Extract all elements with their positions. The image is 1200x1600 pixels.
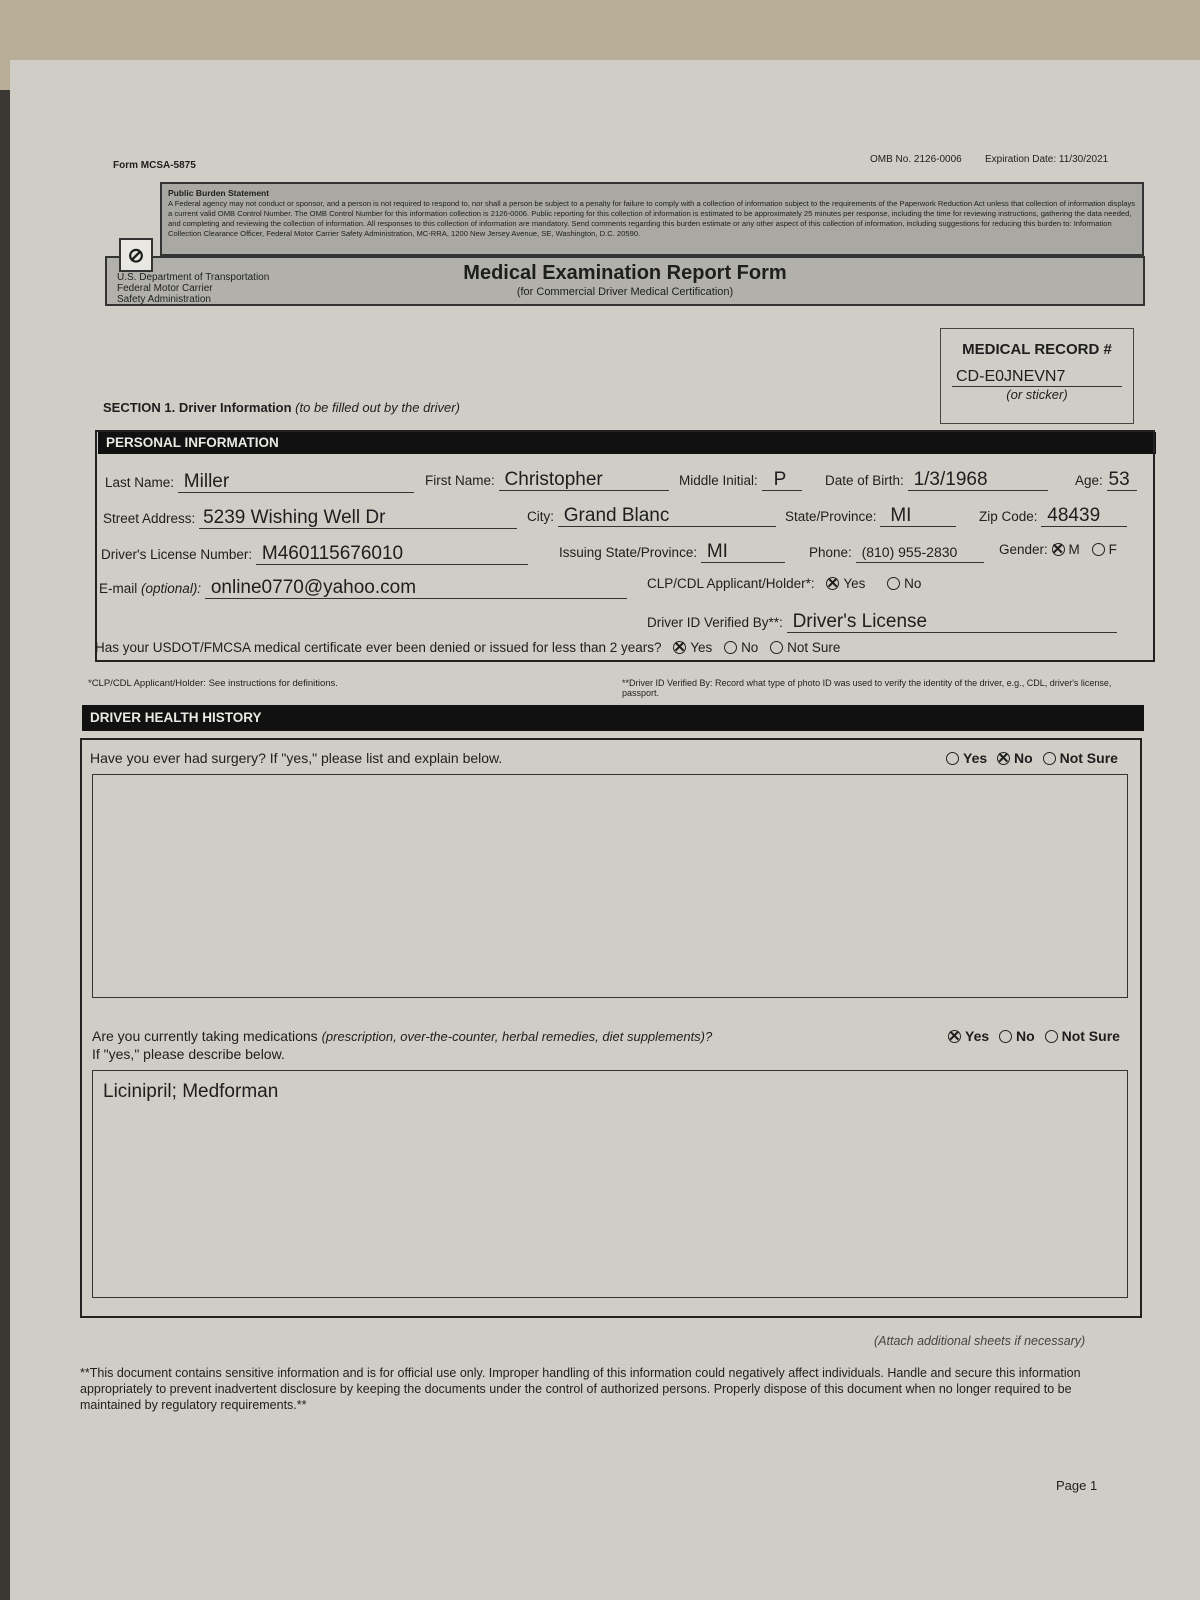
clp-no-label: No [904, 576, 922, 591]
first-name-label: First Name: [425, 473, 495, 488]
clp-label: CLP/CDL Applicant/Holder*: [647, 576, 815, 591]
surgery-yes-radio[interactable] [946, 752, 959, 765]
denied-yes-radio[interactable] [673, 641, 686, 654]
medications-options [948, 1028, 1120, 1044]
denied-not-sure-label: Not Sure [787, 640, 841, 655]
form-subtitle: (for Commercial Driver Medical Certification) [516, 286, 734, 298]
phone-field[interactable]: (810) 955-2830 [856, 542, 984, 563]
medications-no-radio[interactable] [999, 1030, 1012, 1043]
state-field[interactable]: MI [880, 506, 956, 527]
age-label: Age: [1075, 473, 1103, 488]
agency-line-2: Federal Motor Carrier [117, 283, 213, 294]
surgery-question: Have you ever had surgery? If "yes," please list and explain below. [90, 750, 503, 766]
denied-yes-label: Yes [690, 640, 713, 655]
gender-male-label: M [1068, 542, 1080, 557]
medications-no-label: No [1016, 1028, 1035, 1044]
surgery-options [946, 750, 1118, 766]
section-1-note: (to be filled out by the driver) [295, 400, 460, 415]
age-field[interactable]: 53 [1107, 470, 1137, 491]
verified-field[interactable]: Driver's License [787, 612, 1117, 633]
row-city [527, 506, 776, 527]
row-issuing [559, 542, 785, 563]
middle-initial-field[interactable]: P [762, 470, 802, 491]
gender-label: Gender: [999, 542, 1048, 557]
surgery-not-sure-radio[interactable] [1043, 752, 1056, 765]
row-state [785, 506, 956, 527]
issuing-field[interactable]: MI [701, 542, 785, 563]
surgery-yes-label: Yes [963, 750, 988, 766]
form-title: Medical Examination Report Form [463, 262, 787, 284]
city-field[interactable]: Grand Blanc [558, 506, 776, 527]
medications-not-sure-radio[interactable] [1045, 1030, 1058, 1043]
section-1-title: SECTION 1. Driver Information [103, 400, 292, 415]
row-email [99, 578, 627, 599]
sticker-note: (or sticker) [1006, 387, 1068, 402]
row-first-name [425, 470, 669, 491]
denied-no-radio[interactable] [724, 641, 737, 654]
title-bar [105, 244, 1145, 306]
confidentiality-notice: **This document contains sensitive information and is for official use only. Improper handling of this information could negatively affect individuals. Handle and secure this information appropriately to prevent inadvertent disclosure by keeping the documents under the control of authorized persons. Properly dispose of this document when no longer required to be maintained by regulatory requirements.** [80, 1366, 1081, 1412]
surgery-explanation-field[interactable] [92, 774, 1128, 998]
city-label: City: [527, 509, 554, 524]
email-field[interactable]: online0770@yahoo.com [205, 578, 627, 599]
clp-no-radio[interactable] [887, 577, 900, 590]
row-street [103, 508, 517, 529]
row-zip [979, 506, 1127, 527]
row-gender [999, 542, 1117, 557]
form-number: Form MCSA-5875 [113, 160, 196, 171]
expiration-date: Expiration Date: 11/30/2021 [985, 154, 1109, 165]
personal-info-header: PERSONAL INFORMATION [98, 432, 1156, 454]
license-label: Driver's License Number: [101, 547, 253, 562]
street-field[interactable]: 5239 Wishing Well Dr [199, 508, 517, 529]
agency-line-1: U.S. Department of Transportation [117, 272, 270, 283]
surgery-not-sure-label: Not Sure [1059, 750, 1118, 766]
row-verified [647, 612, 1117, 633]
surgery-no-label: No [1014, 750, 1033, 766]
dot-logo-icon: ⊘ [119, 238, 153, 272]
section-1-heading [103, 400, 460, 415]
id-footnote: **Driver ID Verified By: Record what type of photo ID was used to verify the identity of the driver, e.g., CDL, driver's license, passport. [622, 678, 1112, 698]
row-dob [825, 470, 1048, 491]
email-label: E-mail [99, 581, 138, 596]
attach-sheets-note: (Attach additional sheets if necessary) [874, 1334, 1086, 1348]
form-page [10, 60, 1200, 1600]
row-clp [647, 576, 921, 591]
medications-question [92, 1028, 712, 1044]
license-field[interactable]: M460115676010 [256, 544, 528, 565]
medical-record-label: MEDICAL RECORD # [962, 341, 1112, 358]
row-phone [809, 542, 984, 563]
zip-label: Zip Code: [979, 509, 1038, 524]
medications-not-sure-label: Not Sure [1061, 1028, 1120, 1044]
street-label: Street Address: [103, 511, 196, 526]
middle-initial-label: Middle Initial: [679, 473, 758, 488]
gender-female-radio[interactable] [1092, 543, 1105, 556]
last-name-label: Last Name: [105, 475, 175, 490]
phone-label: Phone: [809, 545, 852, 560]
email-optional-note: (optional): [141, 581, 202, 596]
medications-question-examples: (prescription, over-the-counter, herbal remedies, diet supplements)? [321, 1029, 713, 1044]
medications-describe-prompt: If "yes," please describe below. [92, 1046, 285, 1062]
row-denied [95, 640, 840, 655]
page-number: Page 1 [1056, 1478, 1098, 1493]
row-name [105, 472, 414, 493]
gender-male-radio[interactable] [1052, 543, 1065, 556]
clp-yes-label: Yes [843, 576, 866, 591]
medical-record-box [940, 328, 1134, 424]
last-name-field[interactable]: Miller [178, 472, 414, 493]
medications-description-field[interactable]: Licinipril; Medforman [92, 1070, 1128, 1298]
gender-female-label: F [1108, 542, 1117, 557]
surgery-no-radio[interactable] [997, 752, 1010, 765]
omb-number: OMB No. 2126-0006 [870, 154, 962, 165]
burden-title: Public Burden Statement [168, 188, 270, 198]
row-age [1075, 470, 1137, 491]
denied-question: Has your USDOT/FMCSA medical certificate ever been denied or issued for less than 2 years? [95, 640, 662, 655]
first-name-field[interactable]: Christopher [499, 470, 669, 491]
personal-info-box [95, 430, 1155, 662]
clp-footnote: *CLP/CDL Applicant/Holder: See instructions for definitions. [88, 678, 338, 689]
medications-yes-label: Yes [965, 1028, 990, 1044]
denied-not-sure-radio[interactable] [770, 641, 783, 654]
medications-question-text: Are you currently taking medications [92, 1028, 318, 1044]
row-license [101, 544, 528, 565]
clp-yes-radio[interactable] [826, 577, 839, 590]
medications-yes-radio[interactable] [948, 1030, 961, 1043]
row-middle [679, 470, 802, 491]
zip-field[interactable]: 48439 [1041, 506, 1127, 527]
burden-text: A Federal agency may not conduct or sponsor, and a person is not required to respond to, nor shall a person be subject to a penalty for failure to comply with a collection of information subject to the requirements of the Paperwork Reduction Act unless that collection of information displays a current valid OMB Control Number. The OMB Control Number for this information collection is 2126-0006. Public reporting for this collection of information is estimated to be approximately 25 minutes per response, including the time for reviewing instructions, gathering the data needed, and completing and reviewing the collection of information. All responses to this collection of information are mandatory. Send comments regarding this burden estimate or any other aspect of this collection of information, including suggestions for reducing this burden to: Information Collection Clearance Officer, Federal Motor Carrier Safety Administration, MC-RRA, 1200 New Jersey Avenue, SE, Washington, D.C. 20590. [168, 199, 1136, 238]
agency-line-3: Safety Administration [117, 294, 211, 305]
dob-field[interactable]: 1/3/1968 [908, 470, 1048, 491]
verified-label: Driver ID Verified By**: [647, 615, 783, 630]
dob-label: Date of Birth: [825, 473, 904, 488]
health-history-box [80, 738, 1142, 1318]
public-burden-statement [160, 182, 1144, 256]
health-history-header: DRIVER HEALTH HISTORY [82, 705, 1144, 731]
denied-no-label: No [741, 640, 759, 655]
medical-record-field[interactable]: CD-E0JNEVN7 [952, 368, 1122, 387]
issuing-label: Issuing State/Province: [559, 545, 698, 560]
state-label: State/Province: [785, 509, 877, 524]
